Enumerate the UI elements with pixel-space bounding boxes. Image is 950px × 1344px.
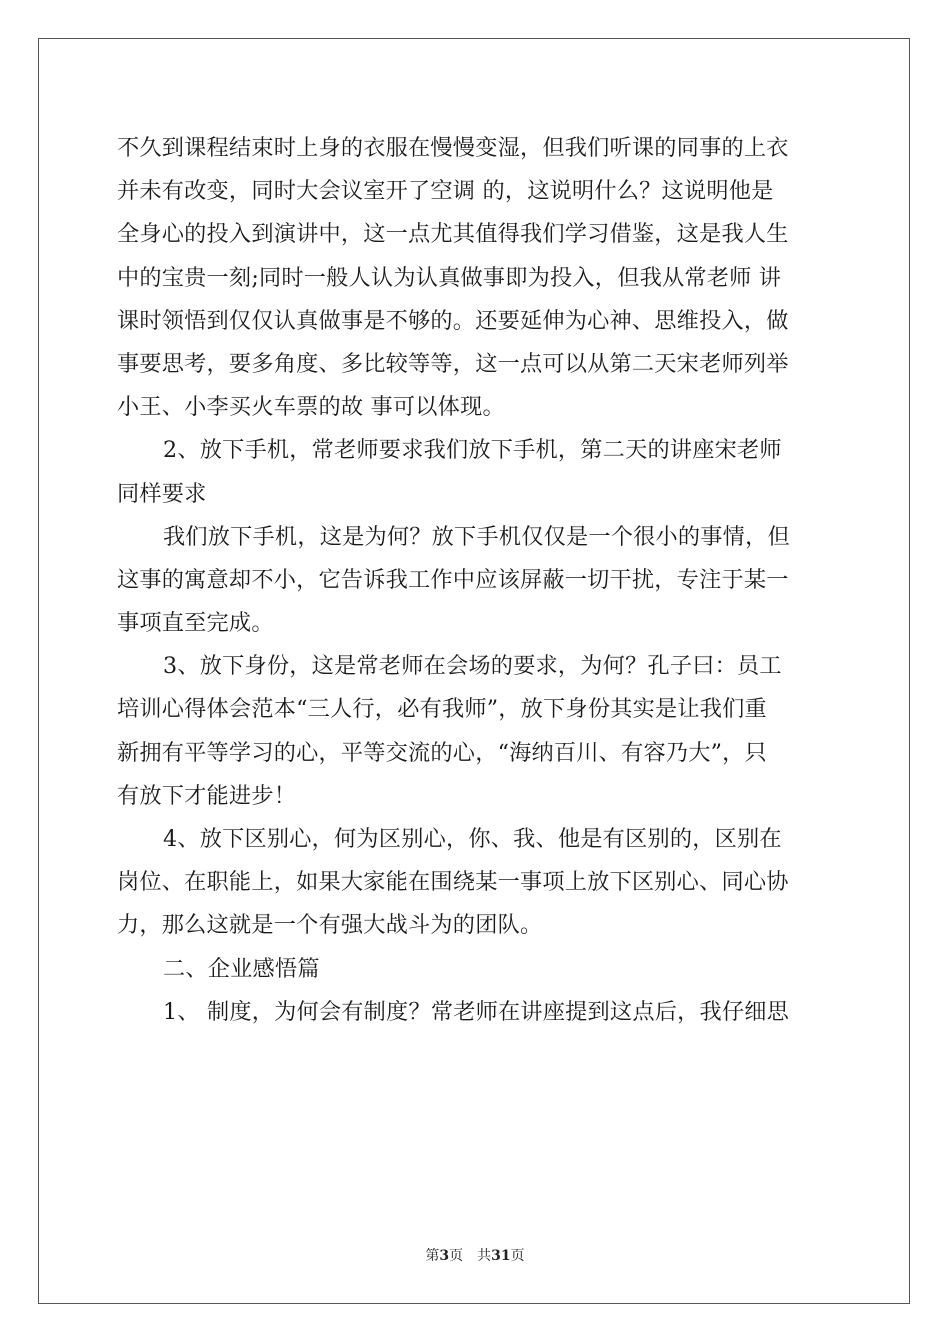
text-line: 同样要求 (117, 480, 207, 507)
text-line: 全身心的投入到演讲中，这一点尤其值得我们学习借鉴，这是我人生 (117, 221, 789, 248)
text-line: 我们放下手机，这是为何？放下手机仅仅是一个很小的事情，但 (163, 523, 790, 550)
text-line: 1、 制度，为何会有制度？常老师在讲座提到这点后，我仔细思 (163, 998, 790, 1025)
text-line: 力，那么这就是一个有强大战斗为的团队。 (117, 912, 543, 939)
text-line: 4、放下区别心，何为区别心，你、我、他是有区别的，区别在 (163, 826, 782, 852)
page-footer (0, 1246, 950, 1266)
text-line: 2、放下手机，常老师要求我们放下手机，第二天的讲座宋老师 (163, 437, 782, 464)
document-body (117, 127, 833, 1034)
text-line: 培训心得体会范本“三人行，必有我师”，放下身份其实是让我们重 (117, 696, 767, 723)
text-line: 小王、小李买火车票的故 事可以体现。 (117, 394, 505, 421)
text-line: 事项直至完成。 (117, 610, 274, 637)
footer-total-suffix: 页 (510, 1248, 525, 1264)
footer-page-suffix: 页 (449, 1248, 464, 1264)
text-line: 3、放下身份，这是常老师在会场的要求，为何？孔子曰：员工 (163, 653, 782, 680)
footer-page-number: 3 (439, 1248, 450, 1264)
text-line: 事要思考，要多角度、多比较等等，这一点可以从第二天宋老师列举 (117, 350, 789, 377)
text-line: 不久到课程结束时上身的衣服在慢慢变湿，但我们听课的同事的上衣 (117, 135, 789, 161)
footer-total-pages: 31 (491, 1248, 511, 1264)
text-line: 并未有改变，同时大会议室开了空调 的，这说明什么？这说明他是 (117, 178, 774, 205)
footer-total-prefix: 共 (477, 1248, 492, 1264)
text-line: 这事的寓意却不小，它告诉我工作中应该屏蔽一切干扰，专注于某一 (117, 566, 789, 593)
text-line: 岗位、在职能上，如果大家能在围绕某一事项上放下区别心、同心协 (117, 869, 789, 896)
text-line: 中的宝贵一刻;同时一般人认为认真做事即为投入，但我从常老师 讲 (117, 264, 782, 291)
text-line: 有放下才能进步！ (117, 782, 297, 809)
text-line: 新拥有平等学习的心，平等交流的心，“海纳百川、有容乃大”，只 (117, 739, 767, 766)
footer-page-prefix: 第 (425, 1248, 440, 1264)
text-line: 课时领悟到仅仅认真做事是不够的。还要延伸为心神、思维投入，做 (117, 307, 789, 334)
text-line: 二、企业感悟篇 (163, 955, 320, 982)
